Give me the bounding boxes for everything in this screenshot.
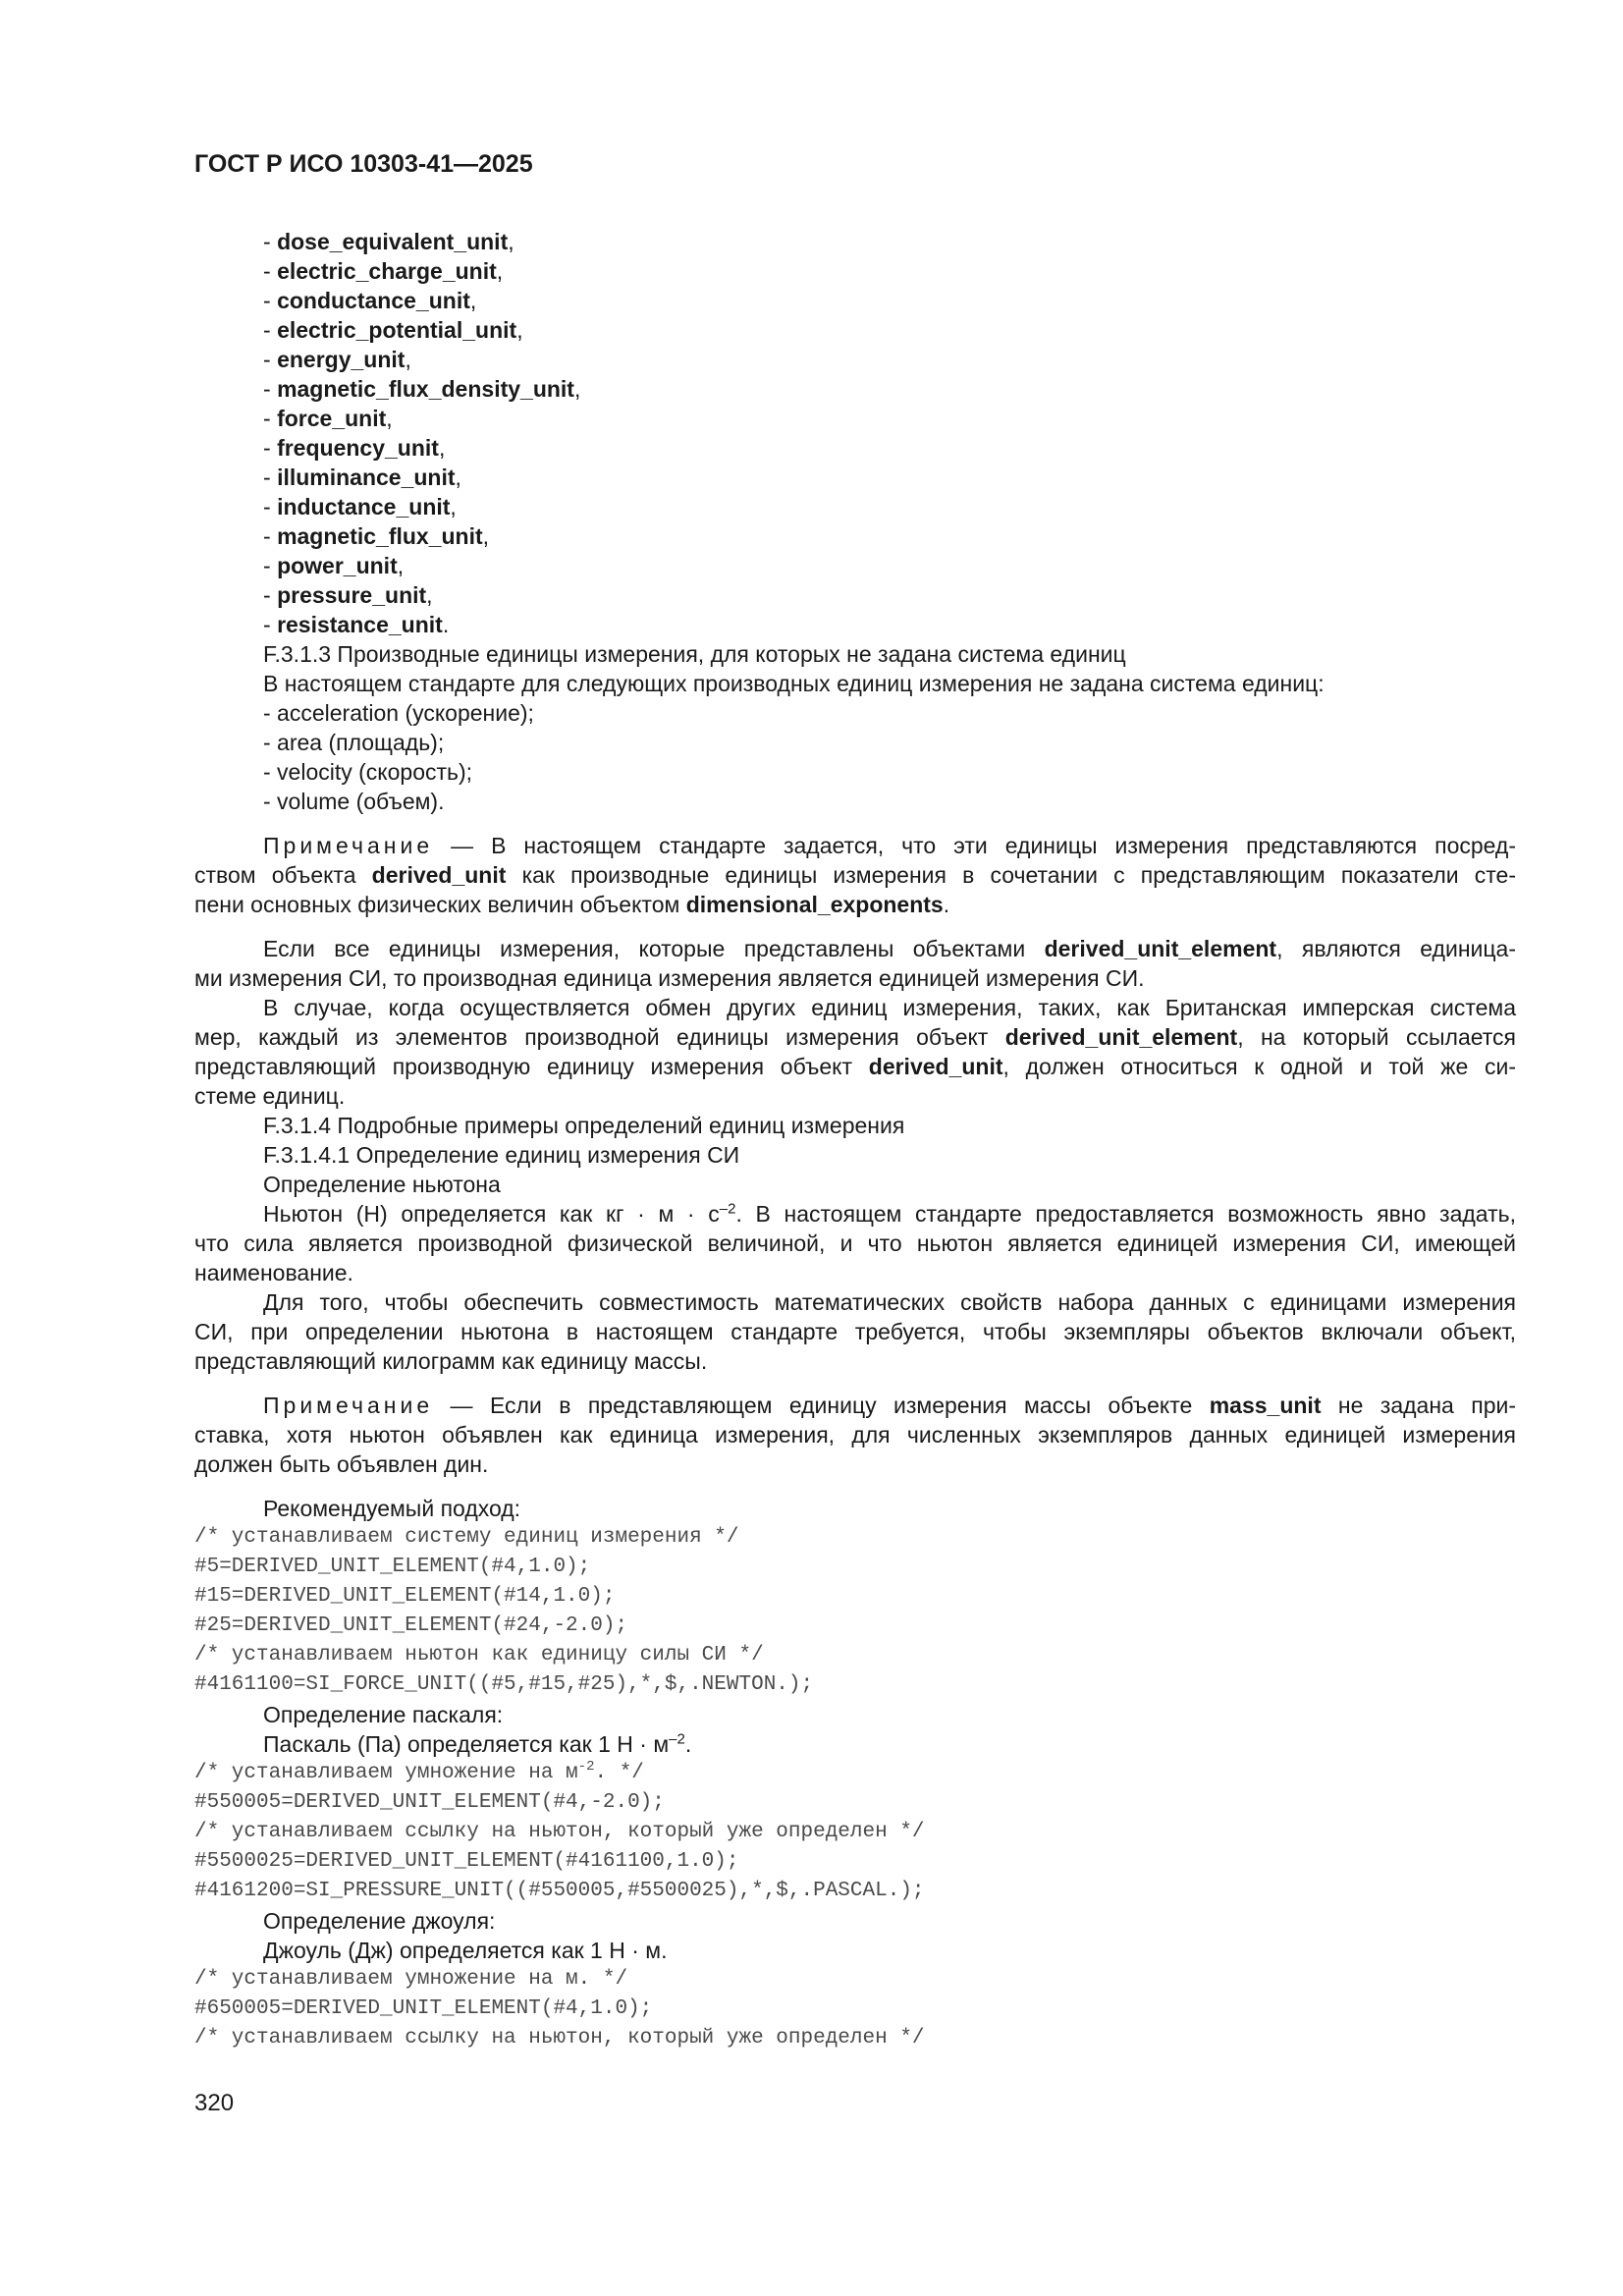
code-line: #4161100=SI_FORCE_UNIT((#5,#15,#25),*,$,.NEWTON.); — [194, 1673, 814, 1696]
definition-text: Джоуль (Дж) определяется как 1 Н · м. — [263, 1938, 668, 1963]
paragraph-line: Ньютон (Н) определяется как кг · $м \cdot с^{-2}$. В настоящем стандарте предоставляется возможность явно задать, — [263, 1200, 1516, 1227]
note-label: Примечание — [263, 1393, 434, 1418]
note-line: ством объекта derived_unit как производные единицы измерения в сочетании с представляющим показатели сте- — [194, 862, 1516, 888]
code-line: #15=DERIVED_UNIT_ELEMENT(#14,1.0); — [194, 1585, 616, 1608]
list-item: - volume (объем). — [263, 789, 445, 814]
paragraph-line: ми измерения СИ, то производная единица измерения является единицей измерения СИ. — [194, 965, 1145, 991]
list-item: - inductance_unit, — [263, 494, 457, 519]
paragraph-line: представляющий производную единицу измерения объект derived_unit, должен относиться к одной и той же си- — [194, 1054, 1516, 1079]
definition-text: Паскаль (Па) определяется как 1 $Н \cdot м^{-2}$. — [263, 1730, 692, 1757]
paragraph-line: стеме единиц. — [194, 1083, 346, 1109]
list-item: - dose_equivalent_unit, — [263, 229, 514, 254]
list-item: - area (площадь); — [263, 730, 445, 755]
paragraph-line: Если все единицы измерения, которые представлены объектами derived_unit_element, являются единица- — [263, 936, 1516, 961]
section-title-f313: F.3.1.3 Производные единицы измерения, для которых не задана система единиц — [263, 641, 1126, 667]
definition-heading: Определение джоуля: — [263, 1908, 496, 1934]
list-item: - pressure_unit, — [263, 582, 433, 608]
note-line: ставка, хотя ньютон объявлен как единица измерения, для численных экземпляров данных единицей измерения — [194, 1422, 1516, 1448]
code-line: #5=DERIVED_UNIT_ELEMENT(#4,1.0); — [194, 1556, 591, 1578]
document-header: ГОСТ Р ИСО 10303-41—2025 — [194, 150, 533, 178]
paragraph-line: представляющий килограмм как единицу массы. — [194, 1348, 708, 1374]
definition-heading: Определение ньютона — [263, 1172, 501, 1197]
note-line: Примечание — Если в представляющем единицу измерения массы объекте mass_unit не задана при- — [263, 1393, 1516, 1418]
list-item: - illuminance_unit, — [263, 465, 461, 490]
note-line: пени основных физических величин объектом dimensional_exponents. — [194, 892, 950, 917]
code-line: #550005=DERIVED_UNIT_ELEMENT(#4,-2.0); — [194, 1791, 665, 1814]
code-line: /* устанавливаем ньютон как единицу силы СИ */ — [194, 1644, 764, 1667]
code-line: /* устанавливаем умножение на $м^{-2}$. */ — [194, 1759, 644, 1784]
note-line: Примечание — В настоящем стандарте задается, что эти единицы измерения представляются посред- — [263, 833, 1517, 858]
paragraph-line: что сила является производной физической величиной, и что ньютон является единицей измерения СИ, имеющей — [194, 1230, 1516, 1256]
list-item: - magnetic_flux_unit, — [263, 523, 490, 549]
section-title-f314: F.3.1.4 Подробные примеры определений единиц измерения — [263, 1113, 905, 1138]
paragraph-line: В случае, когда осуществляется обмен других единиц измерения, таких, как Британская имперская система — [263, 995, 1516, 1020]
list-item: - acceleration (ускорение); — [263, 700, 534, 726]
note-line: должен быть объявлен дин. — [194, 1451, 489, 1477]
list-item: - velocity (скорость); — [263, 759, 473, 785]
page-number: 320 — [194, 2090, 235, 2116]
list-item: - magnetic_flux_density_unit, — [263, 376, 581, 402]
list-item: - electric_charge_unit, — [263, 258, 504, 284]
list-item: - conductance_unit, — [263, 288, 477, 313]
list-item: - force_unit, — [263, 406, 393, 431]
list-item: - frequency_unit, — [263, 435, 446, 461]
paragraph-line: Для того, чтобы обеспечить совместимость математических свойств набора данных с единицами измерения — [263, 1289, 1516, 1315]
code-line: #650005=DERIVED_UNIT_ELEMENT(#4,1.0); — [194, 1997, 653, 2020]
code-line: #4161200=SI_PRESSURE_UNIT((#550005,#5500025),*,$,.PASCAL.); — [194, 1880, 925, 1902]
recommended-heading: Рекомендуемый подход: — [263, 1496, 521, 1521]
code-line: /* устанавливаем ссылку на ньютон, который уже определен */ — [194, 2027, 925, 2050]
definition-heading: Определение паскаля: — [263, 1702, 504, 1727]
note-label: Примечание — [263, 833, 434, 858]
code-line: /* устанавливаем умножение на м. */ — [194, 1968, 628, 1991]
paragraph-line: наименование. — [194, 1260, 353, 1285]
paragraph-line: СИ, при определении ньютона в настоящем стандарте требуется, чтобы экземпляры объектов включали объект, — [194, 1319, 1516, 1344]
list-item: - electric_potential_unit, — [263, 317, 523, 343]
section-intro: В настоящем стандарте для следующих производных единиц измерения не задана система единиц: — [263, 671, 1325, 696]
code-line: /* устанавливаем систему единиц измерения */ — [194, 1526, 739, 1549]
list-item: - energy_unit, — [263, 347, 411, 372]
code-line: #25=DERIVED_UNIT_ELEMENT(#24,-2.0); — [194, 1614, 628, 1637]
paragraph-line: мер, каждый из элементов производной единицы измерения объект derived_unit_element, на который ссылается — [194, 1024, 1517, 1050]
list-item: - resistance_unit. — [263, 612, 450, 637]
code-line: /* устанавливаем ссылку на ньютон, который уже определен */ — [194, 1821, 925, 1843]
list-item: - power_unit, — [263, 553, 405, 578]
subsection-title: F.3.1.4.1 Определение единиц измерения СИ — [263, 1142, 740, 1168]
code-line: #5500025=DERIVED_UNIT_ELEMENT(#4161100,1.0); — [194, 1850, 739, 1873]
